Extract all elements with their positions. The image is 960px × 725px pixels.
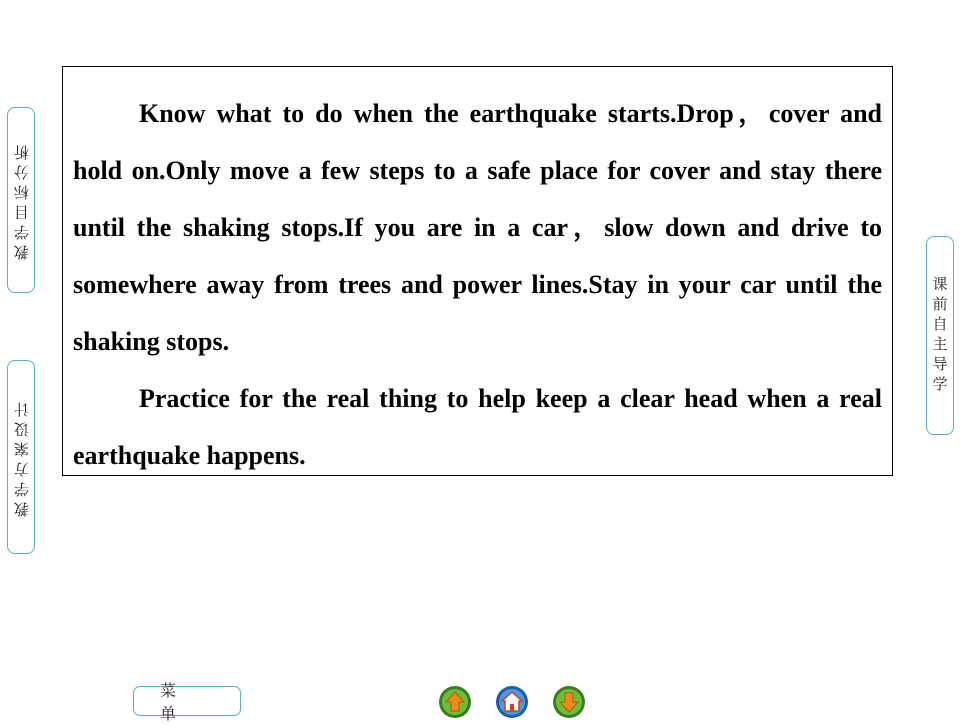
tab-teaching-objectives-label: 教学目标分析: [12, 140, 31, 260]
home-icon: [494, 684, 530, 720]
menu-button[interactable]: 菜单: [133, 686, 241, 716]
tab-pre-class-study-label: 课前自主导学: [930, 275, 949, 396]
paragraph-1: Know what to do when the earthquake starts.Drop，cover and hold on.Only move a few steps to a safe place for cover and stay there until the shaking stops.If you are in a car，slow down and drive to somewhere away from trees and power lines.Stay in your car until the shaking stops.: [73, 99, 882, 356]
previous-button[interactable]: [437, 684, 473, 720]
text-content-box: [62, 66, 893, 476]
paragraph-2: Practice for the real thing to help keep a clear head when a real earthquake happens.: [73, 384, 882, 470]
tab-teaching-plan-label: 教学方案设计: [12, 397, 31, 517]
next-button[interactable]: [551, 684, 587, 720]
previous-arrow-icon: [437, 684, 473, 720]
tab-pre-class-study[interactable]: [926, 236, 954, 435]
tab-teaching-plan[interactable]: [7, 360, 35, 554]
next-arrow-icon: [551, 684, 587, 720]
home-button[interactable]: [494, 684, 530, 720]
tab-teaching-objectives[interactable]: [7, 107, 35, 293]
